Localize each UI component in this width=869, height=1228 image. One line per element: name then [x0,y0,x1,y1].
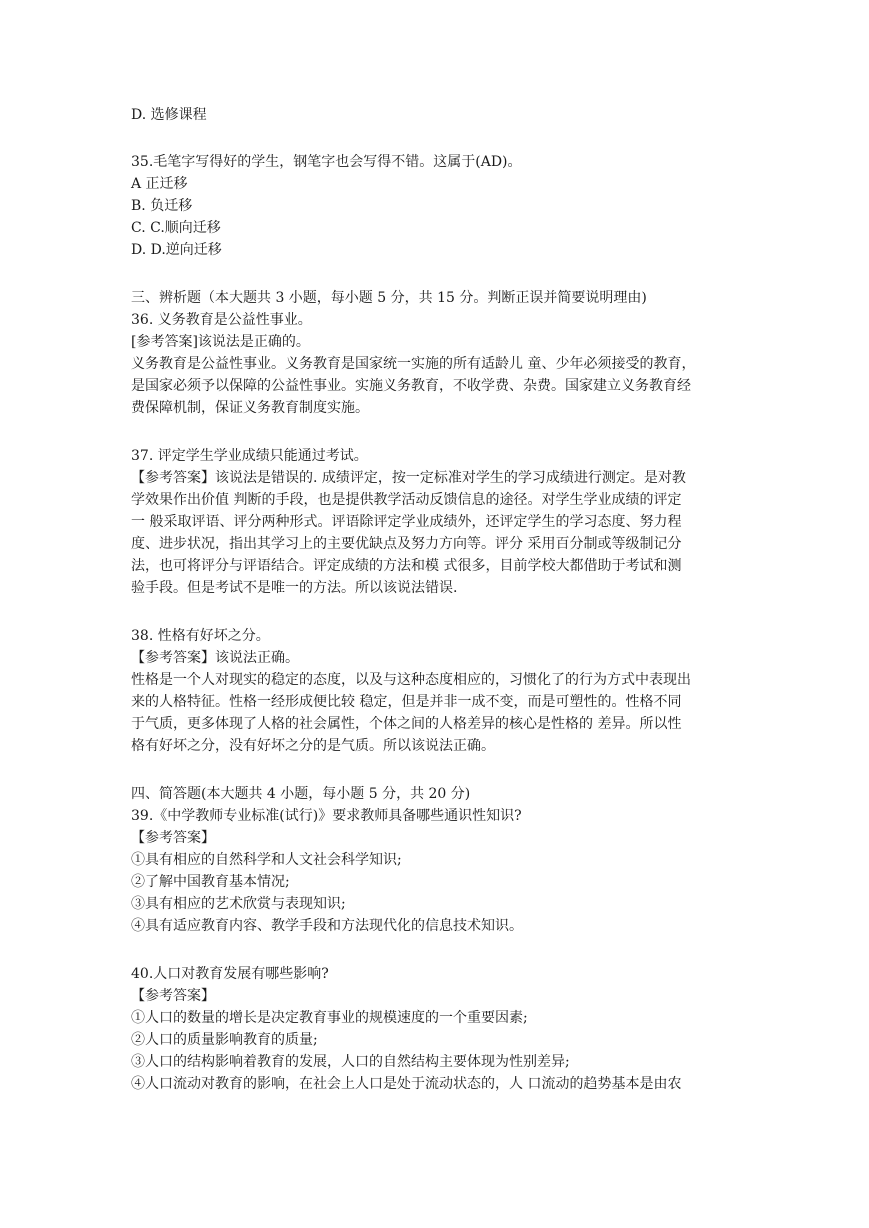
question-36: 36. 义务教育是公益性事业。 [131,312,312,328]
section-3-heading: 三、辨析题（本大题共 3 小题，每小题 5 分，共 15 分。判断正误并简要说明理由) [131,290,647,306]
q40-point-3: ③人口的结构影响着教育的发展，人口的自然结构主要体现为性别差异; [131,1054,570,1070]
q40-point-4: ④人口流动对教育的影响，在社会上人口是处于流动状态的，人 口流动的趋势基本是由农 [131,1076,682,1092]
q36-answer-label: [参考答案]该说法是正确的。 [131,334,310,350]
question-39: 39.《中学教师专业标准(试行)》要求教师具备哪些通识性知识? [131,808,522,824]
section-4-heading: 四、简答题(本大题共 4 小题，每小题 5 分，共 20 分) [131,786,471,802]
q37-answer-5: 法，也可将评分与评语结合。评定成绩的方法和模 式很多，目前学校大都借助于考试和测 [131,558,682,574]
q38-explanation-1: 性格是一个人对现实的稳定的态度，以及与这种态度相应的，习惯化了的行为方式中表现出 [131,672,691,688]
q38-explanation-3: 于气质，更多体现了人格的社会属性，个体之间的人格差异的核心是性格的 差异。所以性 [131,716,682,732]
q35-option-c: C. C.顺向迁移 [131,220,221,236]
q39-point-4: ④具有适应教育内容、教学手段和方法现代化的信息技术知识。 [131,918,523,934]
q37-answer-1: 【参考答案】该说法是错误的. 成绩评定，按一定标准对学生的学习成绩进行测定。是对教 [131,470,686,486]
question-35: 35.毛笔字写得好的学生，钢笔字也会写得不错。这属于(AD)。 [131,154,522,170]
q35-option-d: D. D.逆向迁移 [131,242,222,258]
q39-point-1: ①具有相应的自然科学和人文社会科学知识; [131,852,402,868]
q39-answer-label: 【参考答案】 [131,830,215,846]
q37-answer-6: 验手段。但是考试不是唯一的方法。所以该说法错误. [131,580,458,596]
q35-option-a: A 正迁移 [131,176,188,192]
q37-answer-4: 度、进步状况，指出其学习上的主要优缺点及努力方向等。评分 采用百分制或等级制记分 [131,536,682,552]
q37-answer-3: 一 般采取评语、评分两种形式。评语除评定学业成绩外，还评定学生的学习态度、努力程 [131,514,682,530]
question-38: 38. 性格有好坏之分。 [131,628,270,644]
q38-explanation-4: 格有好坏之分，没有好坏之分的是气质。所以该说法正确。 [131,738,495,754]
q40-point-1: ①人口的数量的增长是决定教育事业的规模速度的一个重要因素; [131,1010,528,1026]
q36-explanation-1: 义务教育是公益性事业。义务教育是国家统一实施的所有适龄儿 童、少年必须接受的教育， [131,356,696,372]
q40-answer-label: 【参考答案】 [131,988,215,1004]
question-37: 37. 评定学生学业成绩只能通过考试。 [131,448,368,464]
q39-point-2: ②了解中国教育基本情况; [131,874,290,890]
question-40: 40.人口对教育发展有哪些影响? [131,966,329,982]
q36-explanation-3: 费保障机制，保证义务教育制度实施。 [131,400,369,416]
option-d-elective: D. 选修课程 [131,107,207,123]
q35-option-b: B. 负迁移 [131,198,193,214]
q40-point-2: ②人口的质量影响教育的质量; [131,1032,318,1048]
q38-answer-label: 【参考答案】该说法正确。 [131,650,299,666]
q38-explanation-2: 来的人格特征。性格一经形成便比较 稳定，但是并非一成不变，而是可塑性的。性格不同 [131,694,682,710]
q36-explanation-2: 是国家必须予以保障的公益性事业。实施义务教育，不收学费、杂费。国家建立义务教育经 [131,378,691,394]
q39-point-3: ③具有相应的艺术欣赏与表现知识; [131,896,346,912]
q37-answer-2: 学效果作出价值 判断的手段，也是提供教学活动反馈信息的途径。对学生学业成绩的评定 [131,492,682,508]
